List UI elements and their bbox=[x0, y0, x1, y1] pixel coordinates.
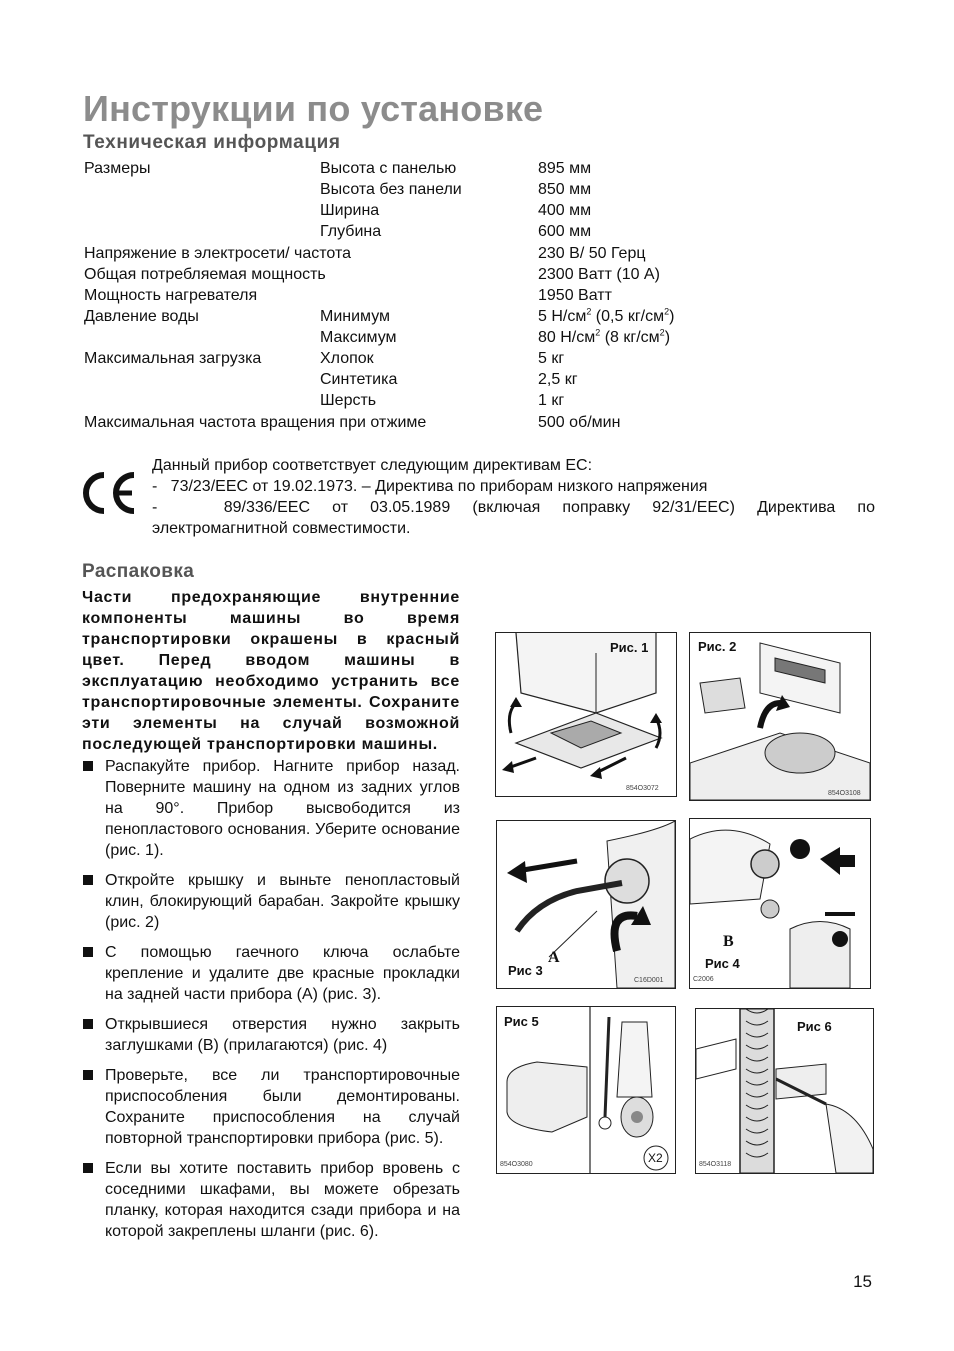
ce-line: электромагнитной совместимости. bbox=[152, 520, 411, 537]
section-heading-tech-info: Техническая информация bbox=[83, 132, 341, 153]
figure-2 bbox=[689, 632, 871, 801]
bullet-icon bbox=[83, 1163, 93, 1173]
spec-sub: Высота без панели bbox=[320, 181, 462, 198]
spec-label: Максимальная загрузка bbox=[84, 350, 262, 367]
spec-value: 5 $Н/см^2$ (0,5 $кг/см^2$) bbox=[538, 306, 675, 325]
figure-code: 854O3118 bbox=[699, 1161, 732, 1168]
spec-sub: Минимум bbox=[320, 308, 391, 325]
bullet-icon bbox=[83, 1070, 93, 1080]
spec-value: 600 мм bbox=[538, 223, 592, 240]
unpacking-intro: Части предохраняющие внутренние компоненты машины во время транспортировки окрашены в красный цвет. Перед вводом машины в эксплуатацию необходимо устранить все транспортировочные элементы. Сохраните эти элементы на случай возможной последующей транспортировки машины. bbox=[82, 589, 460, 753]
unpacking-steps bbox=[82, 756, 460, 1251]
spec-sub: Синтетика bbox=[320, 371, 398, 388]
ce-mark-icon bbox=[80, 470, 138, 516]
figure-label: Рис 4 bbox=[705, 956, 740, 971]
figure-label: Рис. 1 bbox=[610, 640, 649, 655]
spec-value: 850 мм bbox=[538, 181, 592, 198]
figure-5-illustration bbox=[497, 1007, 675, 1173]
list-item: Открывшиеся отверстия нужно закрыть заглушками (B) (прилагаются) (рис. 4) bbox=[82, 1014, 460, 1056]
figure-3 bbox=[496, 820, 676, 989]
list-item: Проверьте, все ли транспортировочные приспособления были демонтированы. Сохраните приспособления на случай повторной транспортировки прибора (рис. 5). bbox=[82, 1065, 460, 1149]
figure-label: Рис. 2 bbox=[698, 639, 737, 654]
ce-line: - 73/23/EEC от 19.02.1973. – Директива по приборам низкого напряжения bbox=[152, 478, 708, 495]
bullet-icon bbox=[83, 761, 93, 771]
ce-line: - 89/336/EEC от 03.05.1989 (включая поправку 92/31/EEC) Директива по bbox=[152, 499, 875, 516]
spec-value: 500 об/мин bbox=[538, 414, 621, 431]
list-item: Откройте крышку и выньте пенопластовый клин, блокирующий барабан. Закройте крышку (рис. 2) bbox=[82, 870, 460, 933]
callout-a: A bbox=[548, 949, 560, 966]
figure-label: Рис 6 bbox=[797, 1019, 832, 1034]
spec-label: Напряжение в электросети/ частота bbox=[84, 245, 352, 262]
spec-sub: Глубина bbox=[320, 223, 382, 240]
spec-value: 1950 Ватт bbox=[538, 287, 612, 304]
figure-code: 854O3108 bbox=[828, 790, 861, 797]
page-number: 15 bbox=[853, 1272, 872, 1291]
spec-value: 2300 Ватт (10 А) bbox=[538, 266, 660, 283]
list-item: С помощью гаечного ключа ослабьте крепление и удалите две красные прокладки на задней части прибора (A) (рис. 3). bbox=[82, 942, 460, 1005]
figure-6-illustration bbox=[696, 1009, 873, 1173]
figure-code: C16D001 bbox=[634, 977, 664, 984]
figure-1 bbox=[495, 632, 677, 797]
figure-label: Рис 5 bbox=[504, 1014, 539, 1029]
figure-1-illustration bbox=[496, 633, 676, 796]
spec-sub: Хлопок bbox=[320, 350, 374, 367]
spec-sub: Высота с панелью bbox=[320, 160, 457, 177]
figure-code: C2006 bbox=[693, 976, 714, 983]
list-item: Если вы хотите поставить прибор вровень с соседними шкафами, вы можете обрезать планку, которая находится сзади прибора и на которой закреплены шланги (рис. 6). bbox=[82, 1158, 460, 1242]
spec-value: 5 кг bbox=[538, 350, 565, 367]
section-heading-unpacking: Распаковка bbox=[82, 561, 195, 582]
figure-6 bbox=[695, 1008, 874, 1174]
figure-code: 854O3072 bbox=[626, 785, 659, 792]
spec-value: 2,5 кг bbox=[538, 371, 578, 388]
callout-b: B bbox=[723, 933, 734, 950]
page-title: Инструкции по установке bbox=[83, 88, 544, 129]
spec-value: 895 мм bbox=[538, 160, 592, 177]
spec-value: 230 В/ 50 Герц bbox=[538, 245, 646, 262]
bullet-icon bbox=[83, 875, 93, 885]
quantity-label: X2 bbox=[648, 1151, 663, 1165]
figure-4 bbox=[689, 818, 871, 989]
spec-label: Мощность нагревателя bbox=[84, 287, 258, 304]
bullet-icon bbox=[83, 947, 93, 957]
spec-label: Общая потребляемая мощность bbox=[84, 266, 326, 283]
ce-directives bbox=[152, 455, 875, 539]
bullet-icon bbox=[83, 1019, 93, 1029]
figure-code: 854O3080 bbox=[500, 1161, 533, 1168]
spec-value: 1 кг bbox=[538, 392, 565, 409]
spec-value: 400 мм bbox=[538, 202, 592, 219]
figure-label: Рис 3 bbox=[508, 963, 543, 978]
spec-sub: Максимум bbox=[320, 329, 397, 346]
spec-label: Давление воды bbox=[84, 308, 199, 325]
spec-sub: Ширина bbox=[320, 202, 380, 219]
list-item: Распакуйте прибор. Нагните прибор назад. Поверните машину на одном из задних углов на 90°. Прибор высвободится из пенопластового основания. Уберите основание (рис. 1). bbox=[82, 756, 460, 861]
ce-line: Данный прибор соответствует следующим директивам ЕС: bbox=[152, 457, 593, 474]
spec-label: Размеры bbox=[84, 160, 151, 177]
figure-5 bbox=[496, 1006, 676, 1174]
spec-value: 80 $Н/см^2$ (8 $кг/см^2$) bbox=[538, 327, 671, 346]
spec-label: Максимальная частота вращения при отжиме bbox=[84, 414, 427, 431]
spec-sub: Шерсть bbox=[320, 392, 377, 409]
figure-2-illustration bbox=[690, 633, 870, 800]
